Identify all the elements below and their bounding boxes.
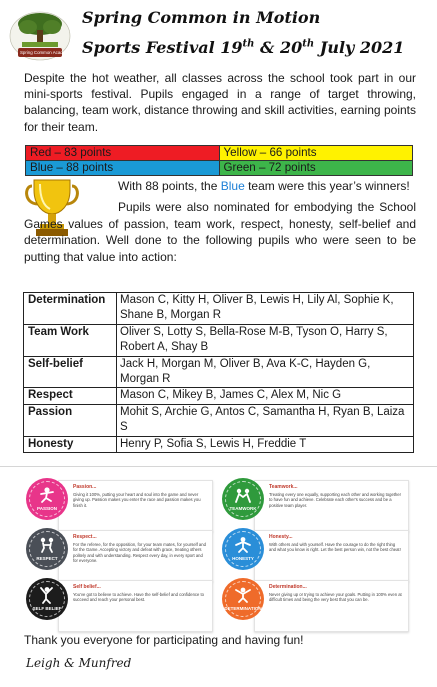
passion-badge-icon: PASSION [26, 478, 68, 520]
value-card-self-belief: Self belief... You've got to believe to achieve. Have the self-belief and confidence to succeed and reach your personal best. [58, 580, 213, 632]
table-row [24, 356, 414, 388]
section-divider [0, 466, 437, 467]
table-row [24, 388, 414, 404]
winner-team: Blue [220, 179, 245, 193]
value-card-honesty: Honesty... With others and with yourself. Have the courage to do the right thing and what you know is right. Let the best person win, not the best cheat! [254, 530, 409, 582]
value-label: Honesty [24, 436, 117, 452]
value-card-passion: Passion... Giving it 100%, putting your heart and soul into the game and never giving up. Passion makes you enter the race and passion makes you finish it. [58, 480, 213, 532]
school-logo [8, 6, 72, 62]
value-label: Respect [24, 388, 117, 404]
pupil-names: Mason C, Kitty H, Oliver B, Lewis H, Lily Al, Sophie K, Shane B, Morgan R [117, 293, 414, 325]
table-row [24, 324, 414, 356]
intro-paragraph: Despite the hot weather, all classes across the school took part in our mini-sports festival. Pupils engaged in a range of target throwing, balancing, team work, distance throwing and skill activities, earning points for their team. [24, 71, 416, 134]
logo-text: Spring Common Academy [20, 50, 72, 55]
respect-badge-icon: RESPECT [26, 528, 68, 570]
table-row [24, 404, 414, 436]
points-blue: Blue – 88 points [26, 161, 220, 176]
thanks-line: Thank you everyone for participating and having fun! [24, 633, 304, 647]
pupil-names: Oliver S, Lotty S, Bella-Rose M-B, Tyson O, Harry S, Robert A, Shay B [117, 324, 414, 356]
pupil-names: Jack H, Morgan M, Oliver B, Ava K-C, Hayden G, Morgan R [117, 356, 414, 388]
table-row [24, 436, 414, 452]
teamwork-badge-icon: TEAMWORK [222, 478, 264, 520]
value-label: Team Work [24, 324, 117, 356]
value-label: Determination [24, 293, 117, 325]
page-subtitle: Sports Festival 19th & 20th July 2021 [82, 38, 405, 57]
pupil-names: Mohit S, Archie G, Antos C, Samantha H, Ryan B, Laiza S [117, 404, 414, 436]
nominated-paragraph: Pupils were also nominated for embodying the School Games values of passion, team work, respect, honesty, self-belief and determination. Well done to the following pupils who were seen to be putting that value into action: [24, 200, 416, 264]
table-row [24, 293, 414, 325]
points-red: Red – 83 points [26, 146, 220, 161]
pupil-names: Henry P, Sofia S, Lewis H, Freddie T [117, 436, 414, 452]
team-points-table [25, 145, 413, 176]
value-card-determination: Determination... Never giving up or trying to achieve your goals. Putting in 100% even at difficult times and being the very best that you can be. [254, 580, 409, 632]
honesty-badge-icon: HONESTY [222, 528, 264, 570]
values-table [23, 292, 414, 453]
points-yellow: Yellow – 66 points [219, 146, 413, 161]
value-card-teamwork: Teamwork... Treating every one equally, supporting each other and working together to have fun and achieve. Celebrate each other's success and be a positive team player. [254, 480, 409, 532]
pupil-names: Mason C, Mikey B, James C, Alex M, Nic G [117, 388, 414, 404]
winner-line: With 88 points, the Blue team were this year’s winners! [118, 179, 410, 193]
page-title: Spring Common in Motion [82, 8, 321, 27]
determination-badge-icon: DETERMINATION [222, 578, 264, 620]
self-belief-badge-icon: SELF BELIEF [26, 578, 68, 620]
value-label: Passion [24, 404, 117, 436]
value-card-respect: Respect... For the referee, for the opposition, for your team mates, for yourself and for the Game. Accepting victory and defeat with grace, treating others politely and with understanding. Respect every day, in every sport and for everyone. [58, 530, 213, 582]
points-green: Green – 72 points [219, 161, 413, 176]
signature: Leigh & Munfred [26, 656, 132, 670]
value-label: Self-belief [24, 356, 117, 388]
